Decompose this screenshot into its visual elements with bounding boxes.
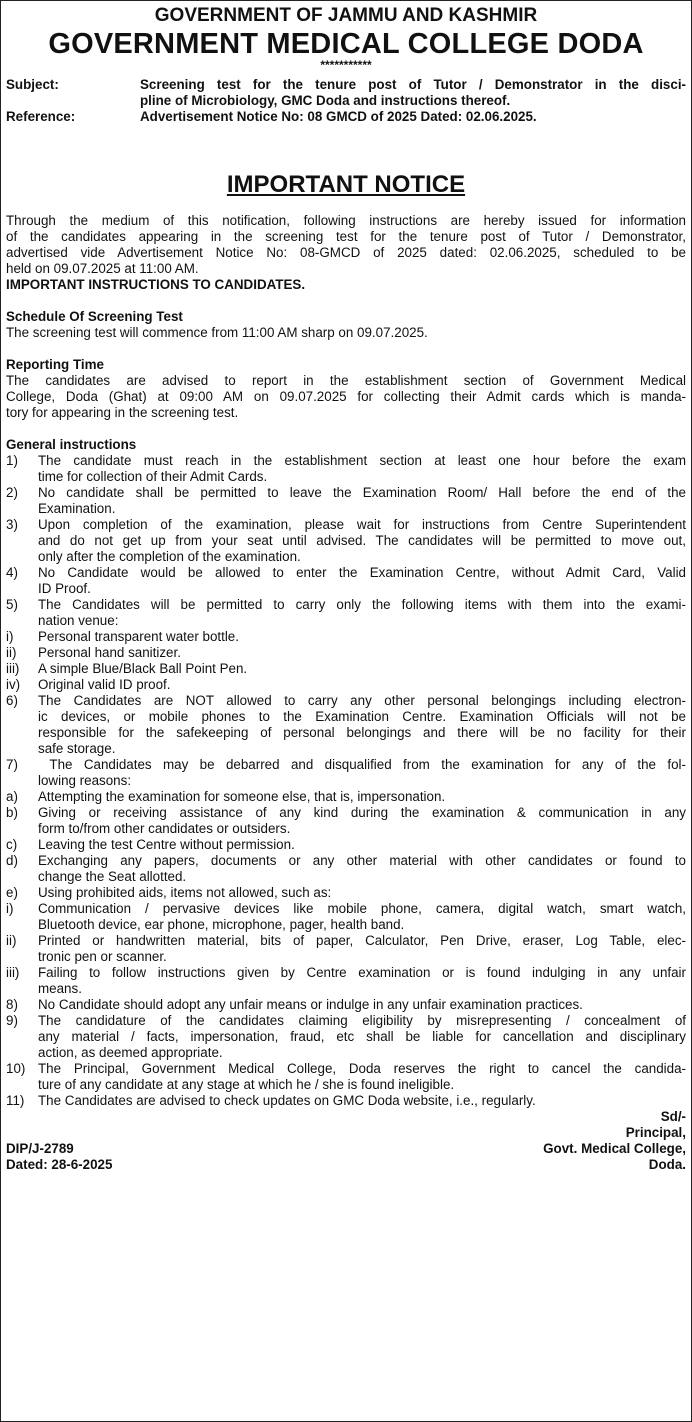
- instruction-line: action, as deemed appropriate.: [38, 1045, 223, 1060]
- instruction-line: The Candidates may be debarred and disqualified from the examination for any of the fol-: [38, 757, 686, 772]
- footer-college: Govt. Medical College,: [543, 1141, 686, 1156]
- schedule-heading: Schedule Of Screening Test: [6, 309, 183, 324]
- signature-sd: Sd/-: [660, 1109, 686, 1124]
- instruction-number: iii): [6, 661, 20, 676]
- instruction-line: only after the completion of the examination.: [38, 549, 301, 564]
- instruction-line: Leaving the test Centre without permission.: [38, 837, 295, 852]
- instruction-text: [38, 757, 686, 789]
- instruction-text: [38, 693, 686, 757]
- instruction-number: 9): [6, 1013, 18, 1028]
- instruction-item: [6, 757, 686, 789]
- instruction-text: [38, 1093, 686, 1109]
- instruction-item: [6, 661, 686, 677]
- instruction-line: No Candidate would be allowed to enter the Examination Centre, without Admit Card, Valid: [38, 565, 686, 580]
- instruction-line: tronic pen or scanner.: [38, 949, 167, 964]
- instruction-number: i): [6, 629, 14, 644]
- instruction-number: b): [6, 805, 18, 820]
- dip-number: DIP/J-2789: [6, 1141, 74, 1156]
- instruction-text: [38, 645, 686, 661]
- instruction-item: [6, 885, 686, 901]
- instruction-text: [38, 965, 686, 997]
- instruction-text: [38, 517, 686, 565]
- instruction-number: 11): [6, 1093, 25, 1108]
- instruction-line: No Candidate should adopt any unfair means or indulge in any unfair examination practices.: [38, 997, 583, 1012]
- footer-place: Doda.: [648, 1157, 686, 1172]
- instruction-item: [6, 645, 686, 661]
- instruction-line: safe storage.: [38, 741, 116, 756]
- instruction-text: [38, 805, 686, 837]
- instruction-number: 10): [6, 1061, 26, 1076]
- reporting-line: College, Doda (Ghat) at 09:00 AM on 09.07.2025 for collecting their Admit cards which is manda-: [6, 389, 686, 404]
- instructions-list: [6, 453, 686, 1109]
- important-instructions-heading: IMPORTANT INSTRUCTIONS TO CANDIDATES.: [6, 277, 306, 292]
- instruction-line: Personal transparent water bottle.: [38, 629, 239, 644]
- subject-line-1: Screening test for the tenure post of Tutor / Demonstrator in the disci-: [140, 77, 686, 92]
- instruction-text: [38, 997, 686, 1013]
- instruction-text: [38, 629, 686, 645]
- instruction-text: [38, 597, 686, 629]
- instruction-line: ic devices, or mobile phones to the Examination Centre. Examination Officials will not be: [38, 709, 686, 724]
- signature-designation: Principal,: [625, 1125, 686, 1140]
- instruction-text: [38, 661, 686, 677]
- government-heading: GOVERNMENT OF JAMMU AND KASHMIR: [154, 5, 538, 26]
- instruction-number: d): [6, 853, 18, 868]
- instruction-item: [6, 789, 686, 805]
- instruction-item: [6, 901, 686, 933]
- general-instructions-heading: General instructions: [6, 437, 137, 452]
- instruction-line: The candidature of the candidates claiming eligibility by misrepresenting / concealment of: [38, 1013, 686, 1028]
- instruction-number: 6): [6, 693, 18, 708]
- instruction-line: Using prohibited aids, items not allowed, such as:: [38, 885, 332, 900]
- reporting-line: tory for appearing in the screening test.: [6, 405, 239, 420]
- instruction-text: [38, 565, 686, 597]
- instruction-text: [38, 1061, 686, 1093]
- instruction-line: Communication / pervasive devices like mobile phone, camera, digital watch, smart watch,: [38, 901, 686, 916]
- instruction-line: Printed or handwritten material, bits of paper, Calculator, Pen Drive, eraser, Log Table, elec-: [38, 933, 686, 948]
- instruction-line: Personal hand sanitizer.: [38, 645, 181, 660]
- college-heading: GOVERNMENT MEDICAL COLLEGE DODA: [48, 28, 644, 60]
- instruction-item: [6, 1013, 686, 1061]
- instruction-text: [38, 1013, 686, 1061]
- instruction-item: [6, 485, 686, 517]
- notice-title: IMPORTANT NOTICE: [226, 171, 466, 198]
- instruction-line: time for collection of their Admit Cards.: [38, 469, 268, 484]
- instruction-line: any material / facts, impersonation, fraud, etc shall be liable for cancellation and disciplinary: [38, 1029, 686, 1044]
- instruction-text: [38, 789, 686, 805]
- intro-paragraph: [6, 213, 686, 277]
- instruction-number: iii): [6, 965, 20, 980]
- instruction-line: The Candidates will be permitted to carry only the following items with them into the exami-: [38, 597, 686, 612]
- reference-label: Reference:: [6, 109, 76, 124]
- instruction-item: [6, 965, 686, 997]
- instruction-item: [6, 517, 686, 565]
- instruction-item: [6, 629, 686, 645]
- instruction-item: [6, 453, 686, 485]
- instruction-number: 7): [6, 757, 18, 772]
- instruction-item: [6, 997, 686, 1013]
- instruction-line: The Candidates are NOT allowed to carry any other personal belongings including electron-: [38, 693, 686, 708]
- instruction-line: The Candidates are advised to check updates on GMC Doda website, i.e., regularly.: [38, 1093, 536, 1108]
- instruction-item: [6, 565, 686, 597]
- reporting-heading: Reporting Time: [6, 357, 104, 372]
- instruction-text: [38, 677, 686, 693]
- instruction-text: [38, 901, 686, 933]
- footer-date: Dated: 28-6-2025: [6, 1157, 113, 1172]
- instruction-line: form to/from other candidates or outsiders.: [38, 821, 291, 836]
- instruction-line: change the Seat allotted.: [38, 869, 187, 884]
- subject-block: [6, 77, 686, 125]
- instruction-number: c): [6, 837, 18, 852]
- instruction-line: A simple Blue/Black Ball Point Pen.: [38, 661, 248, 676]
- instruction-line: ture of any candidate at any stage at which he / she is found ineligible.: [38, 1077, 455, 1092]
- instruction-number: 4): [6, 565, 18, 580]
- instruction-item: [6, 805, 686, 837]
- instruction-item: [6, 1061, 686, 1093]
- instruction-line: nation venue:: [38, 613, 119, 628]
- instruction-text: [38, 453, 686, 485]
- instruction-number: 5): [6, 597, 18, 612]
- intro-line: held on 09.07.2025 at 11:00 AM.: [6, 261, 199, 276]
- instruction-item: [6, 597, 686, 629]
- instruction-item: [6, 677, 686, 693]
- instruction-item: [6, 837, 686, 853]
- instruction-line: No candidate shall be permitted to leave the Examination Room/ Hall before the end of the: [38, 485, 686, 500]
- instruction-text: [38, 853, 686, 885]
- instruction-line: Failing to follow instructions given by Centre examination or is found indulging in any unfair: [38, 965, 686, 980]
- subject-line-2: pline of Microbiology, GMC Doda and instructions thereof.: [140, 93, 511, 108]
- subject-label: Subject:: [6, 77, 59, 92]
- instruction-number: i): [6, 901, 14, 916]
- instruction-line: The candidate must reach in the establishment section at least one hour before the exam: [38, 453, 686, 468]
- schedule-text: The screening test will commence from 11:00 AM sharp on 09.07.2025.: [6, 325, 428, 340]
- instruction-line: Exchanging any papers, documents or any other material with other candidates or found to: [38, 853, 686, 868]
- instruction-line: Bluetooth device, ear phone, microphone, pager, health band.: [38, 917, 405, 932]
- instruction-item: [6, 1093, 686, 1109]
- instruction-item: [6, 853, 686, 885]
- reference-text: Advertisement Notice No: 08 GMCD of 2025 Dated: 02.06.2025.: [140, 109, 537, 124]
- instruction-text: [38, 837, 686, 853]
- instruction-number: 8): [6, 997, 18, 1012]
- intro-line: advertised vide Advertisement Notice No: 08-GMCD of 2025 dated: 02.06.2025, scheduled to be: [6, 245, 686, 260]
- instruction-text: [38, 485, 686, 517]
- instruction-line: and do not get up from your seat until advised. The candidates will be permitted to move out,: [38, 533, 686, 548]
- instruction-line: Upon completion of the examination, please wait for instructions from Centre Superintendent: [38, 517, 686, 532]
- instruction-text: [38, 933, 686, 965]
- instruction-number: 3): [6, 517, 18, 532]
- instruction-number: 1): [6, 453, 18, 468]
- instruction-line: Original valid ID proof.: [38, 677, 171, 692]
- instruction-line: means.: [38, 981, 82, 996]
- instruction-number: 2): [6, 485, 18, 500]
- instruction-line: ID Proof.: [38, 581, 91, 596]
- reporting-line: The candidates are advised to report in the establishment section of Government Medical: [6, 373, 686, 388]
- instruction-line: Attempting the examination for someone else, that is, impersonation.: [38, 789, 446, 804]
- instruction-line: responsible for the safekeeping of personal belongings and there will be no facility for their: [38, 725, 686, 740]
- intro-line: of the candidates appearing in the screening test for the tenure post of Tutor / Demonstrator,: [6, 229, 686, 244]
- instruction-line: lowing reasons:: [38, 773, 132, 788]
- instruction-text: [38, 885, 686, 901]
- separator: ***********: [320, 58, 372, 72]
- instruction-number: a): [6, 789, 18, 804]
- instruction-number: ii): [6, 645, 17, 660]
- instruction-number: iv): [6, 677, 21, 692]
- instruction-item: [6, 933, 686, 965]
- intro-line: Through the medium of this notification, following instructions are hereby issued for information: [6, 213, 686, 228]
- instruction-line: Examination.: [38, 501, 116, 516]
- instruction-number: e): [6, 885, 18, 900]
- instruction-item: [6, 693, 686, 757]
- instruction-line: Giving or receiving assistance of any kind during the examination & communication in any: [38, 805, 686, 820]
- instruction-line: The Principal, Government Medical College, Doda reserves the right to cancel the candida-: [38, 1061, 686, 1076]
- instruction-number: ii): [6, 933, 17, 948]
